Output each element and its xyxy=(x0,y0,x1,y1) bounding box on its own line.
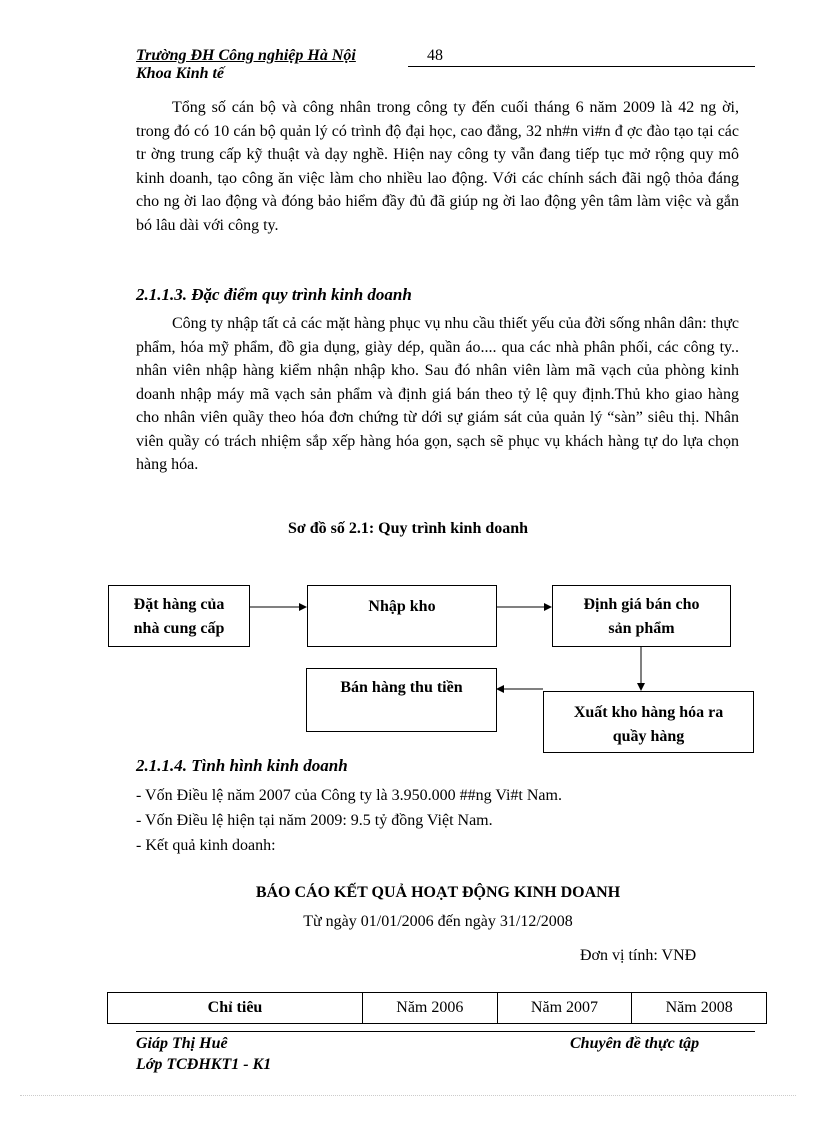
page-edge xyxy=(20,1095,796,1096)
business-list xyxy=(136,783,562,858)
page-number: 48 xyxy=(427,47,443,64)
column-header-2006: Năm 2006 xyxy=(363,993,498,1024)
diagram-title: Sơ đồ số 2.1: Quy trình kinh doanh xyxy=(287,520,529,537)
step-stock-out-box: Xuất kho hàng hóa ra quầy hàng xyxy=(543,691,754,753)
step-order-box: Đặt hàng của nhà cung cấp xyxy=(108,585,250,647)
staff-paragraph: Tổng số cán bộ và công nhân trong công ty đến cuối tháng 6 năm 2009 là 42 ng ời, trong đó có 10 cán bộ quản lý có trình độ đại học, cao đẳng, 32 nh#n vi#n đ ợc đào tạo tại các tr ờng trung cấp kỹ thuật và dạy nghề. Hiện nay công ty vẫn đang tiếp tục mở rộng quy mô kinh doanh, tạo công ăn việc làm cho nhiều lao động. Với các chính sách đãi ngộ thỏa đáng cho ng ời lao động và đóng bảo hiểm đầy đủ đã giúp ng ời lao động yên tâm làm việc và gắn bó lâu dài với công ty. xyxy=(136,99,739,234)
step-stock-in-box: Nhập kho xyxy=(307,585,497,647)
list-item: - Vốn Điều lệ hiện tại năm 2009: 9.5 tỷ đồng Việt Nam. xyxy=(136,812,493,829)
step-pricing-box: Định giá bán cho sản phẩm xyxy=(552,585,731,647)
section-heading-process: 2.1.1.3. Đặc điểm quy trình kinh doanh xyxy=(136,285,412,304)
report-table xyxy=(107,992,767,1024)
report-unit: Đơn vị tính: VNĐ xyxy=(580,947,697,964)
school-name: Trường ĐH Công nghiệp Hà Nội xyxy=(136,47,356,64)
document-topic: Chuyên đề thực tập xyxy=(570,1035,700,1052)
report-title: BÁO CÁO KẾT QUẢ HOẠT ĐỘNG KINH DOANH xyxy=(255,884,621,901)
department-name: Khoa Kinh tế xyxy=(136,65,225,82)
table-header-row xyxy=(108,993,767,1024)
footer-rule xyxy=(136,1031,755,1032)
list-item: - Vốn Điều lệ năm 2007 của Công ty là 3.950.000 ##ng Vi#t Nam. xyxy=(136,787,562,804)
student-name: Giáp Thị Huê xyxy=(136,1035,228,1052)
step-sell-box: Bán hàng thu tiền xyxy=(306,668,497,732)
column-header-indicator: Chỉ tiêu xyxy=(108,993,363,1024)
process-paragraph: Công ty nhập tất cả các mặt hàng phục vụ nhu cầu thiết yếu của đời sống nhân dân: thực phẩm, hóa mỹ phẩm, đồ gia dụng, giày dép, quần áo.... qua các nhà phân phối, các công ty.. nhân viên nhập hàng kiểm nhận nhập kho. Sau đó nhân viên làm mã vạch của phòng kinh doanh nhập máy mã vạch sản phẩm và định giá bán theo tỷ lệ quy định.Thủ kho giao hàng cho nhân viên quầy theo hóa đơn chứng từ dới sự giám sát của quản lý “sàn” siêu thị. Nhân viên quầy có trách nhiệm sắp xếp hàng hóa gọn, sạch sẽ phục vụ khách hàng tự do lựa chọn hàng hóa. xyxy=(136,315,739,473)
section-heading-business: 2.1.1.4. Tình hình kinh doanh xyxy=(136,756,348,775)
column-header-2008: Năm 2008 xyxy=(632,993,767,1024)
student-class: Lớp TCĐHKT1 - K1 xyxy=(136,1056,272,1073)
column-header-2007: Năm 2007 xyxy=(497,993,632,1024)
report-period: Từ ngày 01/01/2006 đến ngày 31/12/2008 xyxy=(303,913,573,930)
list-item: - Kết quả kinh doanh: xyxy=(136,837,276,854)
